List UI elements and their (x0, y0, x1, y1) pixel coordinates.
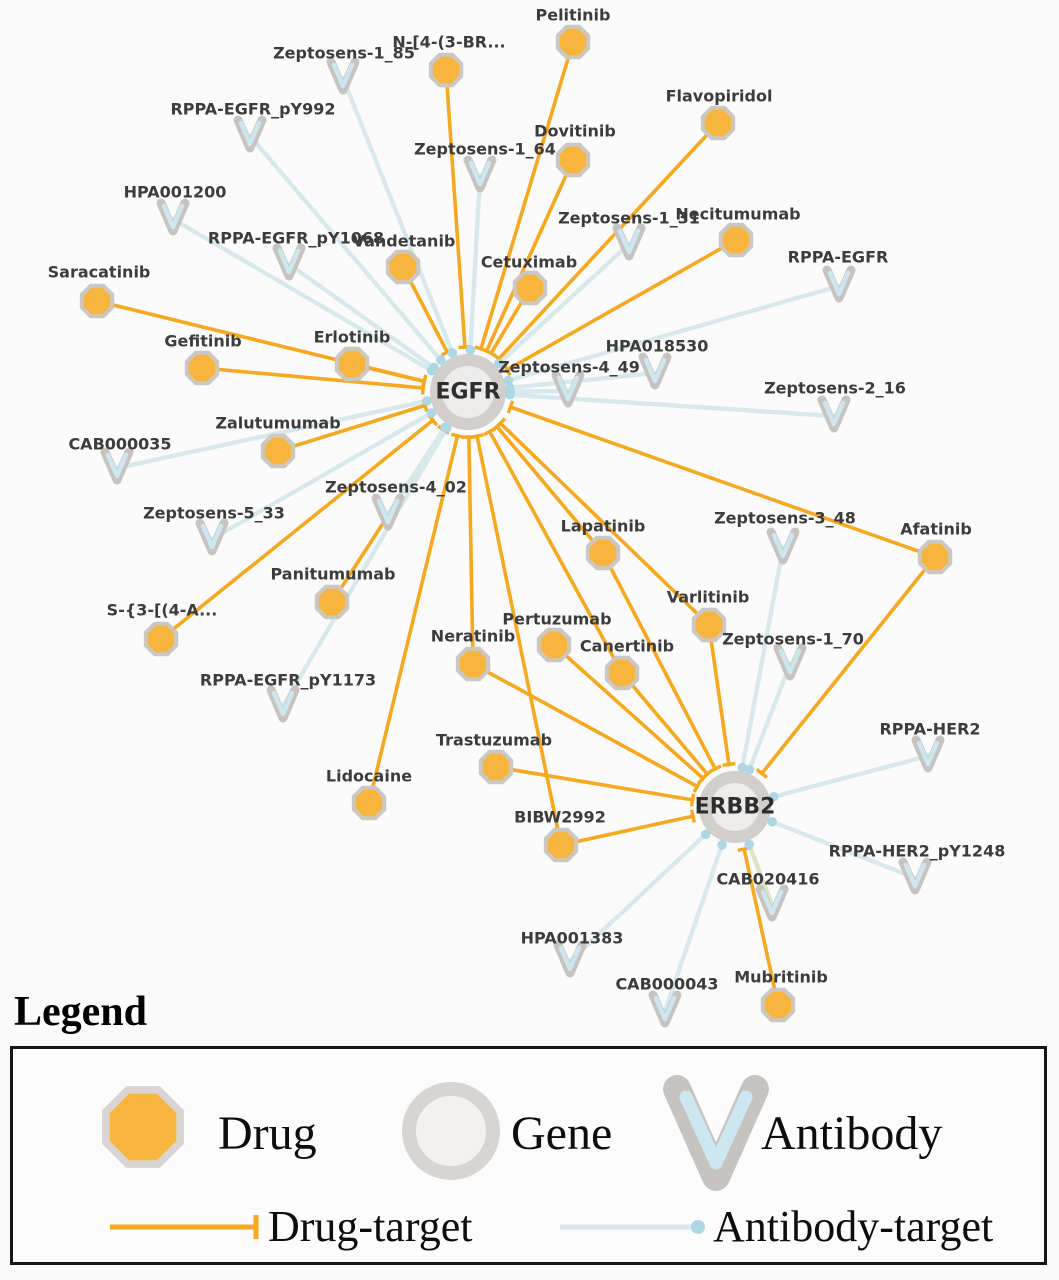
drug-target-tee (692, 793, 694, 806)
edge-rppa_her2-erbb2 (774, 756, 928, 797)
edge-gefitinib-egfr (202, 368, 423, 388)
drug-octagon[interactable] (558, 27, 588, 57)
node-label-lidocaine: Lidocaine (325, 766, 413, 786)
node-gefitinib[interactable] (187, 353, 217, 383)
drug-octagon[interactable] (146, 624, 176, 654)
node-vandetanib[interactable] (388, 252, 418, 282)
gene-node-icon (395, 1075, 507, 1187)
node-flavopiridol[interactable] (703, 108, 733, 138)
node-label-s3_4a: S-{3-[(4-A... (106, 600, 218, 620)
gene-label: EGFR (435, 379, 501, 405)
antibody-target-dot (717, 840, 727, 850)
node-label-flavopiridol: Flavopiridol (665, 86, 773, 106)
node-label-z1_70: Zeptosens-1_70 (722, 629, 864, 649)
antibody-target-dot (427, 408, 437, 418)
antibody-target-dot (701, 829, 711, 839)
node-saracatinib[interactable] (82, 286, 112, 316)
node-label-panitumumab: Panitumumab (270, 564, 396, 584)
node-dovitinib[interactable] (558, 145, 588, 175)
legend-title: Legend (14, 989, 148, 1035)
node-label-afatinib: Afatinib (900, 519, 972, 539)
drug-octagon[interactable] (546, 830, 576, 860)
node-zalutumumab[interactable] (263, 436, 293, 466)
drug-octagon[interactable] (187, 353, 217, 383)
edge-trastuzumab-erbb2 (496, 767, 693, 800)
drug-octagon[interactable] (354, 788, 384, 818)
node-pertuzumab[interactable] (539, 630, 569, 660)
node-label-pertuzumab: Pertuzumab (502, 609, 612, 629)
node-panitumumab[interactable] (317, 587, 347, 617)
drug-octagon[interactable] (317, 587, 347, 617)
node-label-lapatinib: Lapatinib (560, 516, 646, 536)
drug-octagon[interactable] (558, 145, 588, 175)
antibody-target-dot (436, 355, 446, 365)
node-label-z4_02: Zeptosens-4_02 (325, 477, 467, 497)
legend-box (10, 1046, 1047, 1265)
drug-target-tee (451, 434, 464, 437)
drug-target-tee (471, 435, 484, 438)
node-lapatinib[interactable] (588, 538, 618, 568)
node-label-trastuzumab: Trastuzumab (435, 730, 553, 750)
antibody-node-icon (661, 1071, 771, 1191)
node-label-hpa001383: HPA001383 (520, 928, 624, 948)
drug-octagon[interactable] (694, 610, 724, 640)
node-label-saracatinib: Saracatinib (47, 262, 151, 282)
node-label-erlotinib: Erlotinib (313, 327, 391, 347)
node-label-cab000043: CAB000043 (615, 974, 719, 994)
edge-z1_64-egfr (470, 176, 480, 350)
node-label-canertinib: Canertinib (579, 636, 675, 656)
node-neratinib[interactable] (458, 649, 488, 679)
node-bibw2992[interactable] (546, 830, 576, 860)
node-label-pelitinib: Pelitinib (535, 5, 611, 25)
node-label-z4_49: Zeptosens-4_49 (498, 357, 640, 377)
legend-drug-target-label: Drug-target (268, 1202, 473, 1251)
node-label-rppa_egfr_py1068: RPPA-EGFR_pY1068 (207, 228, 385, 248)
node-label-z3_48: Zeptosens-3_48 (714, 508, 856, 528)
node-label-z1_85: Zeptosens-1_85 (273, 43, 415, 63)
node-label-cab020416: CAB020416 (716, 869, 820, 889)
edge-z2_16-egfr (510, 395, 834, 416)
drug-octagon[interactable] (388, 252, 418, 282)
drug-node-icon (91, 1075, 203, 1187)
node-label-gefitinib: Gefitinib (164, 331, 242, 351)
node-label-rppa_egfr_py992: RPPA-EGFR_pY992 (170, 99, 336, 119)
node-erlotinib[interactable] (337, 349, 367, 379)
drug-octagon[interactable] (515, 273, 545, 303)
drug-octagon[interactable] (588, 538, 618, 568)
node-label-z2_16: Zeptosens-2_16 (764, 378, 906, 398)
node-label-cab000035: CAB000035 (68, 434, 172, 454)
node-label-necitumumab: Necitumumab (675, 204, 801, 224)
node-pelitinib[interactable] (558, 27, 588, 57)
antibody-target-dot (448, 348, 458, 358)
node-label-dovitinib: Dovitinib (534, 121, 616, 141)
node-afatinib[interactable] (920, 542, 950, 572)
node-label-z1_31: Zeptosens-1_31 (558, 208, 700, 228)
edge-n4_3br-egfr (446, 70, 465, 347)
antibody-target-edge-icon (558, 1207, 718, 1247)
node-label-hpa001200: HPA001200 (123, 182, 227, 202)
node-lidocaine[interactable] (354, 788, 384, 818)
antibody-target-dot (442, 423, 452, 433)
antibody-target-dot (744, 840, 754, 850)
node-label-bibw2992: BIBW2992 (514, 807, 606, 827)
node-cetuximab[interactable] (515, 273, 545, 303)
legend-antibody-label: Antibody (761, 1107, 943, 1160)
drug-octagon[interactable] (263, 436, 293, 466)
drug-octagon[interactable] (458, 649, 488, 679)
node-label-rppa_egfr: RPPA-EGFR (787, 247, 889, 267)
node-label-rppa_her2: RPPA-HER2 (879, 719, 981, 739)
node-necitumumab[interactable] (721, 225, 751, 255)
antibody-target-dot (505, 390, 515, 400)
node-mubritinib[interactable] (763, 990, 793, 1020)
node-s3_4a[interactable] (146, 624, 176, 654)
node-canertinib[interactable] (607, 658, 637, 688)
node-trastuzumab[interactable] (481, 752, 511, 782)
node-label-z5_33: Zeptosens-5_33 (143, 503, 285, 523)
antibody-target-dot (422, 396, 432, 406)
node-label-n4_3br: N-[4-(3-BR... (392, 32, 506, 52)
node-label-varlitinib: Varlitinib (666, 587, 750, 607)
antibody-target-dot (429, 363, 439, 373)
node-label-z1_64: Zeptosens-1_64 (414, 139, 556, 159)
drug-octagon[interactable] (721, 225, 751, 255)
edge-canertinib-erbb2 (622, 673, 707, 774)
node-n4_3br[interactable] (431, 55, 461, 85)
drug-octagon[interactable] (703, 108, 733, 138)
node-varlitinib[interactable] (694, 610, 724, 640)
drug-octagon[interactable] (920, 542, 950, 572)
drug-octagon[interactable] (337, 349, 367, 379)
drug-octagon[interactable] (82, 286, 112, 316)
drug-octagon[interactable] (539, 630, 569, 660)
antibody-target-dot (466, 345, 476, 355)
node-label-rppa_her2_py1248: RPPA-HER2_pY1248 (828, 841, 1006, 861)
drug-target-edge-icon (108, 1207, 268, 1247)
antibody-target-dot (745, 765, 755, 775)
node-label-zalutumumab: Zalutumumab (215, 413, 341, 433)
drug-octagon[interactable] (763, 990, 793, 1020)
node-label-cetuximab: Cetuximab (480, 252, 578, 272)
node-label-mubritinib: Mubritinib (734, 967, 828, 987)
edge-z1_70-erbb2 (749, 664, 790, 770)
gene-label: ERBB2 (694, 794, 776, 820)
legend-gene-label: Gene (511, 1107, 613, 1160)
drug-octagon[interactable] (607, 658, 637, 688)
node-label-vandetanib: Vandetanib (352, 231, 456, 251)
legend-antibody-target-label: Antibody-target (713, 1202, 994, 1251)
node-label-hpa018530: HPA018530 (605, 336, 709, 356)
legend-drug-label: Drug (218, 1107, 317, 1160)
drug-target-tee (722, 764, 735, 766)
drug-octagon[interactable] (431, 55, 461, 85)
drug-target-tee (508, 401, 512, 413)
node-label-rppa_egfr_py1173: RPPA-EGFR_pY1173 (199, 670, 377, 690)
drug-octagon[interactable] (481, 752, 511, 782)
drug-target-tee (423, 375, 426, 388)
node-label-neratinib: Neratinib (430, 626, 516, 646)
